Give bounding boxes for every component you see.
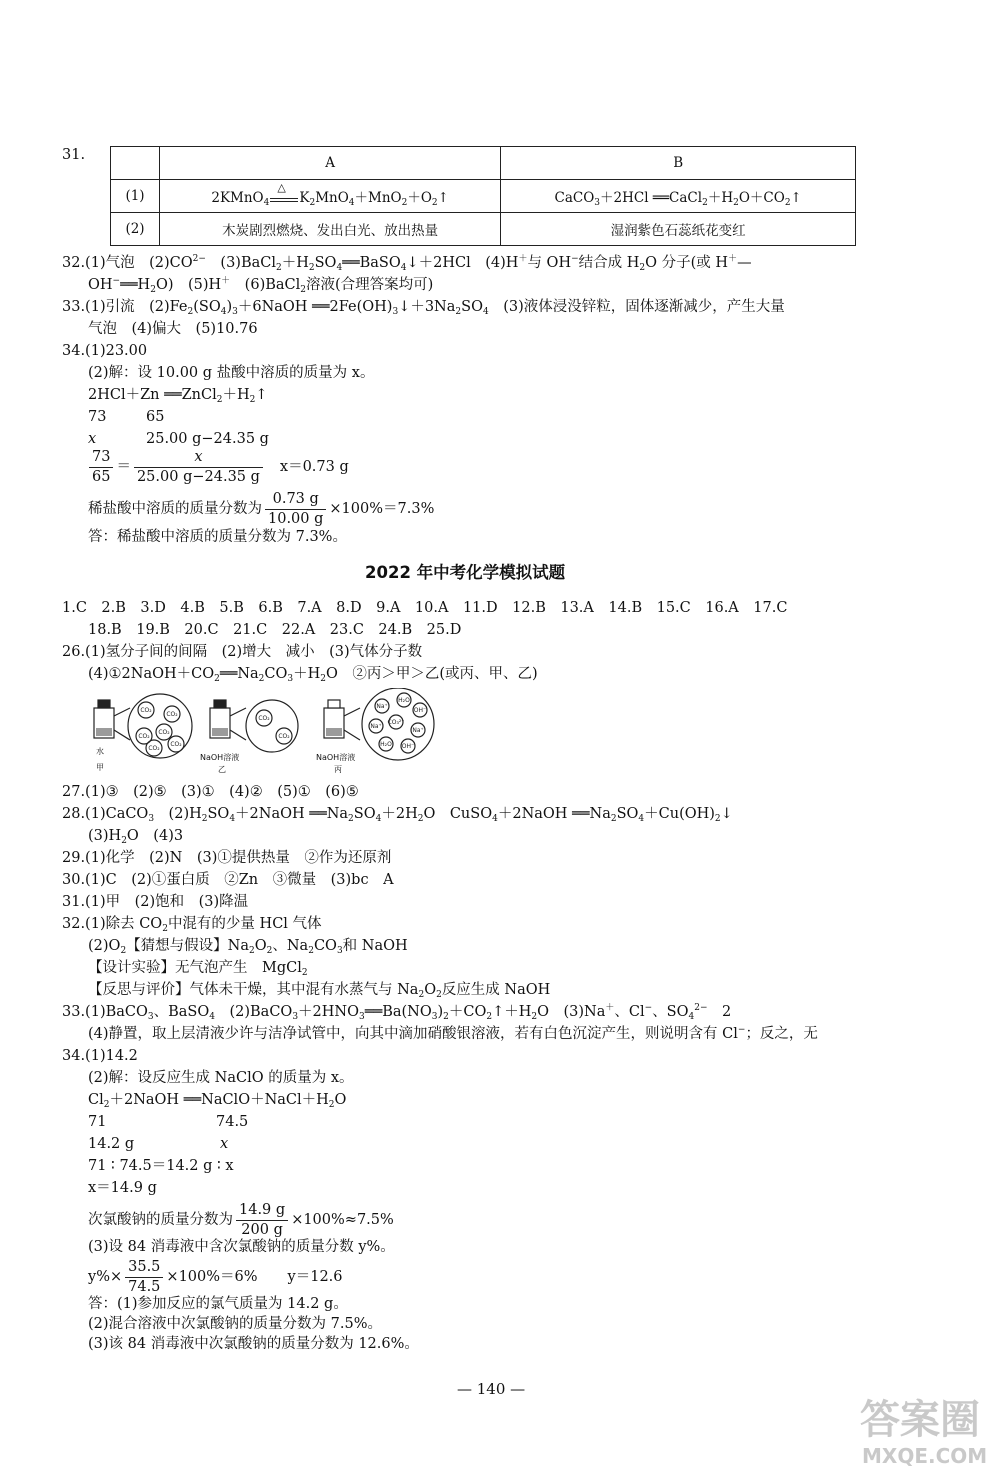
table-corner — [111, 147, 160, 180]
p28-line-2: $(3)H_2O$ (4)3 — [88, 828, 184, 846]
q31-table — [110, 146, 856, 246]
q34-equation: 2HCl＋Zn $══ZnCl_2+H_2↑$ — [88, 387, 268, 405]
q31-number: 31. — [62, 147, 86, 163]
bottle-jia-cap — [98, 700, 110, 708]
q33-line-1: 33.(1)引流 $(2)Fe_2(SO_4)_3+6NaOH$ $══2Fe(OH)_3↓+3Na_2SO_4$ (3)液体浸没锌粒，固体逐渐减少，产生大量 — [62, 299, 785, 317]
q34-x: x — [88, 431, 97, 447]
p34-x: x — [220, 1136, 229, 1152]
p34-mass-71: 71 — [88, 1114, 107, 1130]
bottle-bing-cap — [328, 700, 340, 708]
fig-label-yi: 乙 — [218, 765, 226, 774]
q34-line-1: 34.(1)23.00 — [62, 343, 148, 359]
q34-mass-73: 73 — [88, 409, 107, 425]
p34-answer-1: 答：(1)参加反应的氯气质量为 14.2 g。 — [88, 1296, 348, 1312]
svg-text:CO₂: CO₂ — [166, 711, 178, 718]
p29: 29.(1)化学 (2)N (3)①提供热量 ②作为还原剂 — [62, 850, 392, 866]
p31: 31.(1)甲 (2)饱和 (3)降温 — [62, 894, 249, 910]
svg-text:Na⁺: Na⁺ — [376, 703, 388, 710]
p28-line-1: 28.(1)CaCO$_3$ $(2)H_2SO_4+2NaOH$ $══Na_2SO_4+2H_2O$ CuSO$_4$＋2NaOH $══Na_2SO_4+Cu(OH)_2↓$ — [62, 806, 733, 824]
svg-text:OH⁻: OH⁻ — [413, 707, 427, 714]
cell-1b: CaCO$_3$＋2HCl $══CaCl_2+H_2O+CO_2↑$ — [501, 180, 856, 213]
fig-label-bing: 丙 — [334, 765, 342, 774]
watermark-url: MXQE.COM — [862, 1444, 988, 1468]
svg-text:H₂O: H₂O — [380, 741, 392, 748]
column-header-b: B — [501, 147, 856, 180]
watermark-logo: 答案圈 — [860, 1397, 980, 1443]
svg-text:CO₂: CO₂ — [170, 741, 182, 748]
svg-text:CO₂: CO₂ — [278, 733, 290, 740]
q34-diff: 25.00 g−24.35 g — [146, 431, 269, 447]
p27: 27.(1)③ (2)⑤ (3)① (4)② (5)① (6)⑤ — [62, 784, 359, 800]
svg-text:Na⁺: Na⁺ — [370, 723, 382, 730]
p34-answer-3: (3)该 84 消毒液中次氯酸钠的质量分数为 12.6%。 — [88, 1336, 419, 1352]
svg-text:CO₂: CO₂ — [158, 729, 170, 736]
p33-line-1: 33.(1)BaCO$_3$、BaSO$_4$ $(2)BaCO_3+2HNO_3══Ba(NO_3)_2+CO_2↑+H_2O$ (3)Na＋、Cl−、$SO_4^{2-}$ 2 — [62, 1003, 732, 1022]
p26-line-2: $(4)①2NaOH+CO_2══Na_2CO_3+H_2O$ ②丙＞甲＞乙(或丙、甲、乙) — [88, 666, 538, 684]
svg-text:OH⁻: OH⁻ — [401, 743, 415, 750]
svg-text:CO₂: CO₂ — [140, 707, 152, 714]
molecule-diagram — [88, 688, 448, 778]
page-title: 2022 年中考化学模拟试题 — [365, 563, 566, 582]
cell-1a: 2KMnO$_4$ △ $K_2MnO_4+MnO_2+O_2↑$ — [160, 180, 501, 213]
svg-text:CO₂: CO₂ — [258, 715, 270, 722]
p34-result-x: x＝14.9 g — [88, 1180, 157, 1196]
circle-yi — [246, 700, 298, 752]
p34-percent: 次氯酸钠的质量分数为 $\frac{14.9 g}{200 g}$ ×100%≈7.5% — [88, 1202, 394, 1238]
p32-line-3: 【设计实验】无气泡产生 MgCl$_2$ — [88, 960, 308, 978]
p34-line-1: 34.(1)14.2 — [62, 1048, 138, 1064]
svg-text:H₂O: H₂O — [398, 697, 410, 704]
q34-mass-65: 65 — [146, 409, 165, 425]
svg-text:CO₂: CO₂ — [138, 733, 150, 740]
q34-answer: 答：稀盐酸中溶质的质量分数为 7.3%。 — [88, 529, 347, 545]
svg-text:CO₃²⁻: CO₃²⁻ — [387, 719, 405, 726]
mc-line-1: 1.C 2.B 3.D 4.B 5.B 6.B 7.A 8.D 9.A 10.A 11.D 12.B 13.A 14.B 15.C 16.A 17.C — [62, 600, 788, 616]
p34-answer-2: (2)混合溶液中次氯酸钠的质量分数为 7.5%。 — [88, 1316, 382, 1332]
p34-line-2: (2)解：设反应生成 NaClO 的质量为 x。 — [88, 1070, 354, 1086]
p32-line-2: $(2)O_2$【猜想与假设】$Na_2O_2$、$Na_2CO_3$和 NaOH — [88, 938, 408, 956]
p26-line-1: 26.(1)氢分子间的间隔 (2)增大 减小 (3)气体分子数 — [62, 644, 423, 660]
column-header-a: A — [160, 147, 501, 180]
p34-mass-745: 74.5 — [216, 1114, 249, 1130]
fig-label-naoh-2: NaOH溶液 — [316, 753, 356, 762]
page-number: — 140 — — [457, 1380, 526, 1398]
q32-line-1: 32.(1)气泡 $(2)CO^{2-}$ $(3)BaCl_2+H_2SO_4══BaSO_4↓+2HCl$ (4)H＋与 OH−结合成 $H_2O$ 分子(或 H＋— — [62, 254, 752, 273]
svg-text:CO₂: CO₂ — [148, 745, 160, 752]
p34-ratio: 71 ∶ 74.5＝14.2 g ∶ x — [88, 1158, 234, 1174]
q34-proportion: $\frac{73}{65}$ ＝ $\frac{x}{25.00 g-24.35 g}$ x＝0.73 g — [86, 450, 349, 484]
row-index-2: (2) — [111, 213, 160, 246]
q34-percent: 稀盐酸中溶质的质量分数为 $\frac{0.73 g}{10.00 g}$ ×100%＝7.3% — [88, 491, 435, 527]
q34-line-2: (2)解：设 10.00 g 盐酸中溶质的质量为 x。 — [88, 365, 375, 381]
svg-text:Na⁺: Na⁺ — [412, 727, 424, 734]
fig-label-jia: 甲 — [96, 763, 104, 772]
p32-line-1: 32.(1)除去 $CO_2$中混有的少量 HCl 气体 — [62, 916, 322, 934]
fig-label-water: 水 — [96, 747, 104, 756]
p34-given: 14.2 g — [88, 1136, 135, 1152]
p34-equation: $Cl_2+2NaOH$ $══NaClO+NaCl+H_2O$ — [88, 1092, 347, 1110]
cell-2b: 湿润紫色石蕊纸花变红 — [501, 213, 856, 246]
bottle-yi-cap — [214, 700, 226, 708]
fig-label-naoh-1: NaOH溶液 — [200, 753, 240, 762]
heat-condition: △ — [277, 181, 286, 194]
mc-line-2: 18.B 19.B 20.C 21.C 22.A 23.C 24.B 25.D — [88, 622, 462, 638]
p34-part-3: (3)设 84 消毒液中含次氯酸钠的质量分数 y%。 — [88, 1239, 395, 1255]
p32-line-4: 【反思与评价】气体未干燥，其中混有水蒸气与 $Na_2O_2$反应生成 NaOH — [88, 982, 551, 1000]
row-index-1: (1) — [111, 180, 160, 213]
q33-line-2: 气泡 (4)偏大 (5)10.76 — [88, 321, 258, 337]
p34-y-eq: y%× $\frac{35.5}{74.5}$ ×100%＝6% y＝12.6 — [88, 1259, 343, 1295]
q32-line-2: $OH^-══H_2O$) (5)H＋ (6)BaCl$_2$溶液(合理答案均可) — [88, 276, 434, 295]
p30: 30.(1)C (2)①蛋白质 ②Zn ③微量 (3)bc A — [62, 872, 394, 888]
p33-line-2: (4)静置，取上层清液少许与洁净试管中，向其中滴加硝酸银溶液，若有白色沉淀产生，则说明含有 Cl−；反之，无 — [88, 1025, 818, 1042]
cell-2a: 木炭剧烈燃烧、发出白光、放出热量 — [160, 213, 501, 246]
